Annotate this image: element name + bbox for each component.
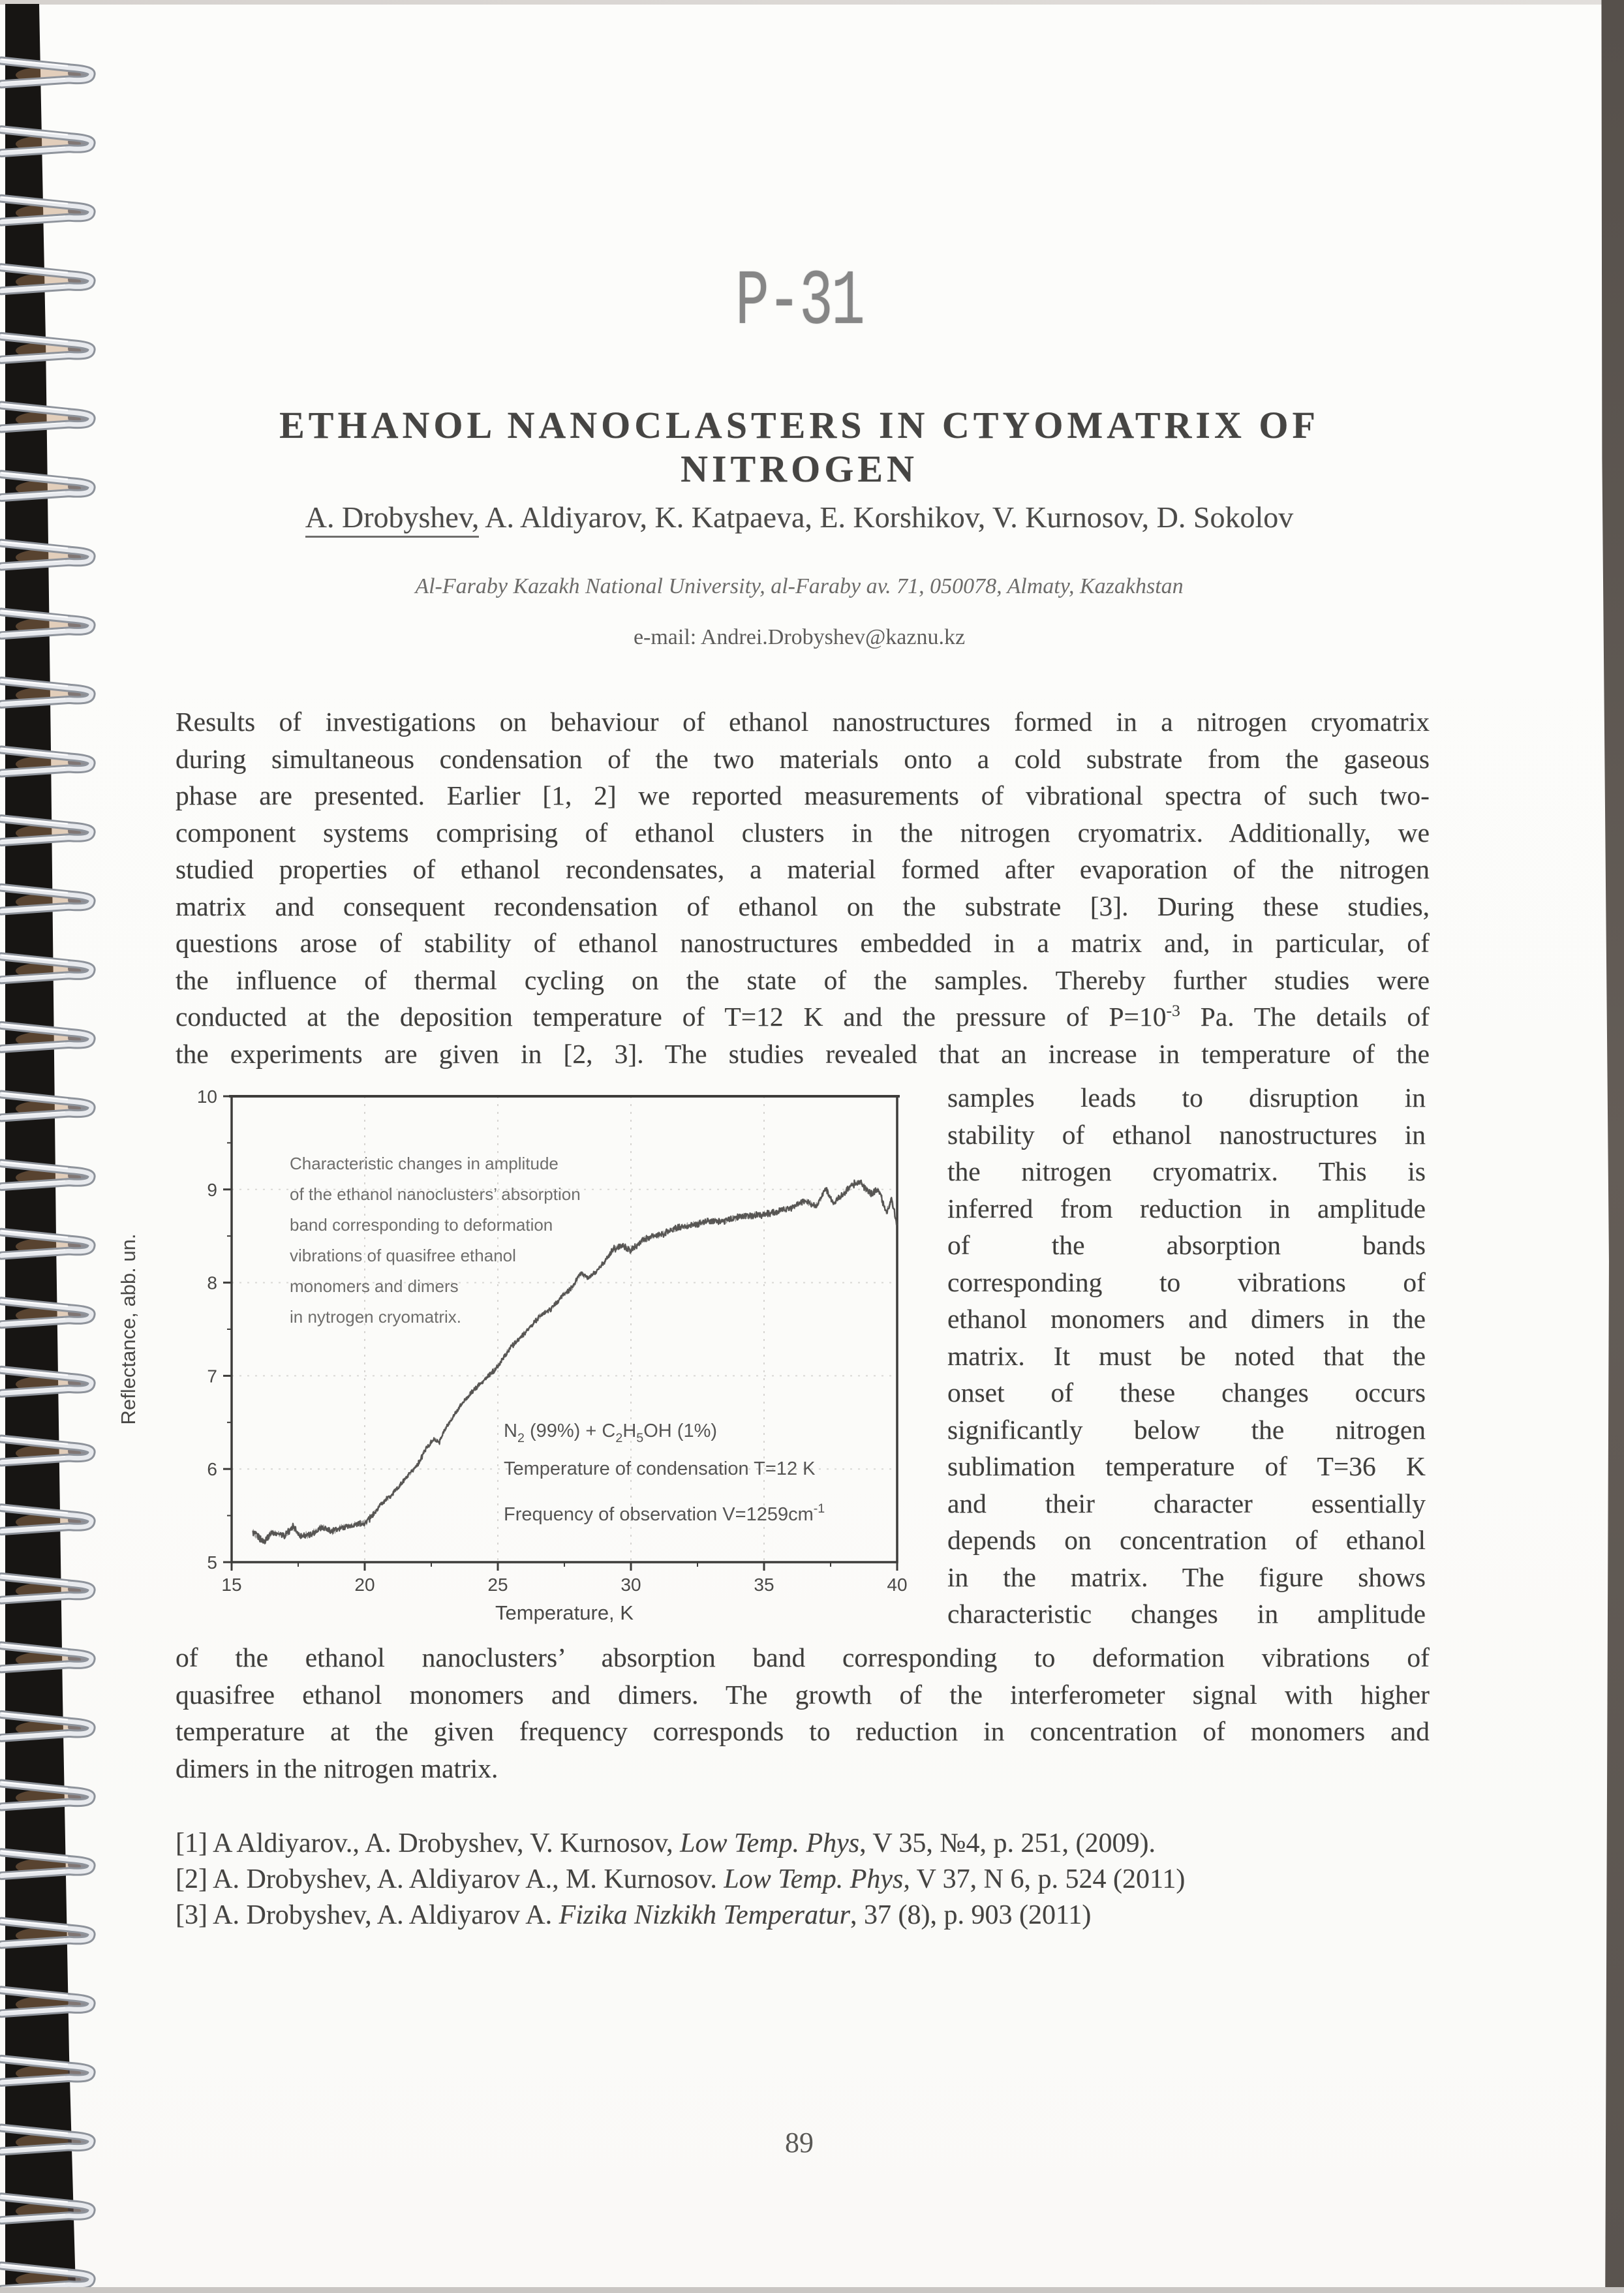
- text-line: onset of these changes occurs: [947, 1377, 1426, 1408]
- svg-text:monomers and dimers: monomers and dimers: [290, 1276, 459, 1296]
- text-line: during simultaneous condensation of the two materials onto a cold substrate from the gaseous: [176, 743, 1430, 774]
- svg-text:25: 25: [487, 1575, 508, 1595]
- reference-item: [3] A. Drobyshev, A. Aldiyarov A. Fizika Nizkikh Temperatur, 37 (8), p. 903 (2011): [176, 1900, 1092, 1930]
- text-line: sublimation temperature of T=36 K: [947, 1451, 1426, 1481]
- svg-text:Reflectance, abb. un.: Reflectance, abb. un.: [117, 1233, 140, 1425]
- text-line: the experiments are given in [2, 3]. The studies revealed that an increase in temperature of the: [176, 1038, 1430, 1069]
- page-number: 89: [785, 2127, 814, 2159]
- paragraph-right-column: [947, 1079, 1426, 1633]
- text-line: inferred from reduction in amplitude: [947, 1193, 1426, 1223]
- text-line: depends on concentration of ethanol: [947, 1525, 1426, 1555]
- paragraph-1: [176, 703, 1430, 1072]
- text-line: of the absorption bands: [947, 1230, 1426, 1260]
- chart-caption: [290, 1154, 581, 1327]
- svg-text:vibrations of quasifree ethano: vibrations of quasifree ethanol: [290, 1246, 516, 1265]
- svg-text:Frequency of observation V=125: Frequency of observation $V=1259cm^{-1}$: [504, 1501, 825, 1525]
- scan-top-edge: [0, 0, 1624, 5]
- text-line: matrix. It must be noted that the: [947, 1340, 1426, 1371]
- references: [176, 1826, 1480, 1933]
- text-line: Results of investigations on behaviour of ethanol nanostructures formed in a nitrogen cryomatrix: [176, 707, 1430, 737]
- page-edge-shadow: [1593, 0, 1624, 2293]
- text-line: temperature at the given frequency corresponds to reduction in concentration of monomers and: [176, 1716, 1430, 1746]
- text-line: ethanol monomers and dimers in the: [947, 1304, 1426, 1334]
- svg-text:10: 10: [196, 1086, 217, 1107]
- svg-text:5: 5: [207, 1552, 217, 1573]
- text-line: significantly below the nitrogen: [947, 1414, 1426, 1445]
- text-line: characteristic changes in amplitude: [947, 1599, 1426, 1629]
- svg-text:Characteristic changes in ampl: Characteristic changes in amplitude: [290, 1154, 559, 1173]
- scan-bottom-edge: [0, 2287, 1624, 2293]
- text-line: of the ethanol nanoclusters’ absorption band corresponding to deformation vibrations of: [176, 1642, 1430, 1672]
- svg-text:40: 40: [887, 1575, 908, 1595]
- svg-text:N2 (99%) + C2H5OH (1%): $N_2$ $(99\%) + C_2H_5OH$ (1%): [504, 1421, 718, 1446]
- svg-text:6: 6: [207, 1459, 217, 1480]
- text-line: in the matrix. The figure shows: [947, 1562, 1426, 1592]
- text-line: conducted at the deposition temperature of T=12 K and the pressure of $P=10^{-3}$ Pa. The details of: [176, 1001, 1430, 1032]
- svg-text:8: 8: [207, 1272, 217, 1293]
- svg-text:in nytrogen cryomatrix.: in nytrogen cryomatrix.: [290, 1307, 461, 1327]
- email-line: e-mail: Andrei.Drobyshev@kaznu.kz: [633, 625, 966, 649]
- reference-item: [2] A. Drobyshev, A. Aldiyarov A., M. Kurnosov. Low Temp. Phys, V 37, N 6, p. 524 (2011): [176, 1864, 1186, 1894]
- svg-text:7: 7: [207, 1366, 217, 1387]
- text-line: quasifree ethanol monomers and dimers. The growth of the interferometer signal with higher: [176, 1679, 1430, 1710]
- affiliation: Al-Faraby Kazakh National University, al-Faraby av. 71, 050078, Almaty, Kazakhstan: [415, 574, 1184, 598]
- paper-code: P-31: [735, 258, 863, 347]
- svg-text:Temperature of condensation T=: Temperature of condensation T=12 K: [504, 1458, 816, 1479]
- text-line: dimers in the nitrogen matrix.: [176, 1753, 498, 1783]
- authors-rest: A. Aldiyarov, K. Katpaeva, E. Korshikov, V. Kurnosov, D. Sokolov: [479, 500, 1294, 534]
- chart-curve: [253, 1180, 897, 1544]
- text-line: phase are presented. Earlier [1, 2] we reported measurements of vibrational spectra of such two-: [176, 780, 1430, 810]
- text-line: the nitrogen cryomatrix. This is: [947, 1156, 1426, 1186]
- svg-text:Temperature, K: Temperature, K: [495, 1601, 634, 1624]
- text-line: corresponding to vibrations of: [947, 1267, 1426, 1297]
- figure-chart: [98, 1074, 972, 1633]
- author-underlined: A. Drobyshev,: [305, 500, 480, 538]
- text-line: and their character essentially: [947, 1488, 1426, 1518]
- svg-text:30: 30: [620, 1575, 641, 1595]
- text-line: matrix and consequent recondensation of ethanol on the substrate [3]. During these studies,: [176, 891, 1430, 921]
- text-line: the influence of thermal cycling on the state of the samples. Thereby further studies were: [176, 964, 1430, 995]
- chart-annotation: [504, 1421, 825, 1525]
- svg-text:15: 15: [221, 1575, 242, 1595]
- text-line: questions arose of stability of ethanol nanostructures embedded in a matrix and, in particular, of: [176, 928, 1430, 958]
- svg-text:9: 9: [207, 1179, 217, 1200]
- authors-line: [176, 500, 1422, 534]
- paper-title: ETHANOL NANOCLASTERS IN CTYOMATRIX OF NITROGEN: [279, 404, 1319, 490]
- svg-text:35: 35: [754, 1575, 774, 1595]
- text-line: samples leads to disruption in: [947, 1083, 1426, 1113]
- text-line: stability of ethanol nanostructures in: [947, 1119, 1426, 1150]
- paragraph-2: [176, 1639, 1430, 1787]
- svg-text:band corresponding to deformat: band corresponding to deformation: [290, 1215, 553, 1235]
- svg-text:20: 20: [354, 1575, 375, 1595]
- svg-text:of the ethanol nanoclusters’ a: of the ethanol nanoclusters’ absorption: [290, 1184, 581, 1204]
- text-line: studied properties of ethanol recondensates, a material formed after evaporation of the nitrogen: [176, 854, 1430, 884]
- text-line: component systems comprising of ethanol clusters in the nitrogen cryomatrix. Additionally, we: [176, 817, 1430, 848]
- reference-item: [1] A Aldiyarov., A. Drobyshev, V. Kurnosov, Low Temp. Phys, V 35, №4, p. 251, (2009).: [176, 1828, 1156, 1858]
